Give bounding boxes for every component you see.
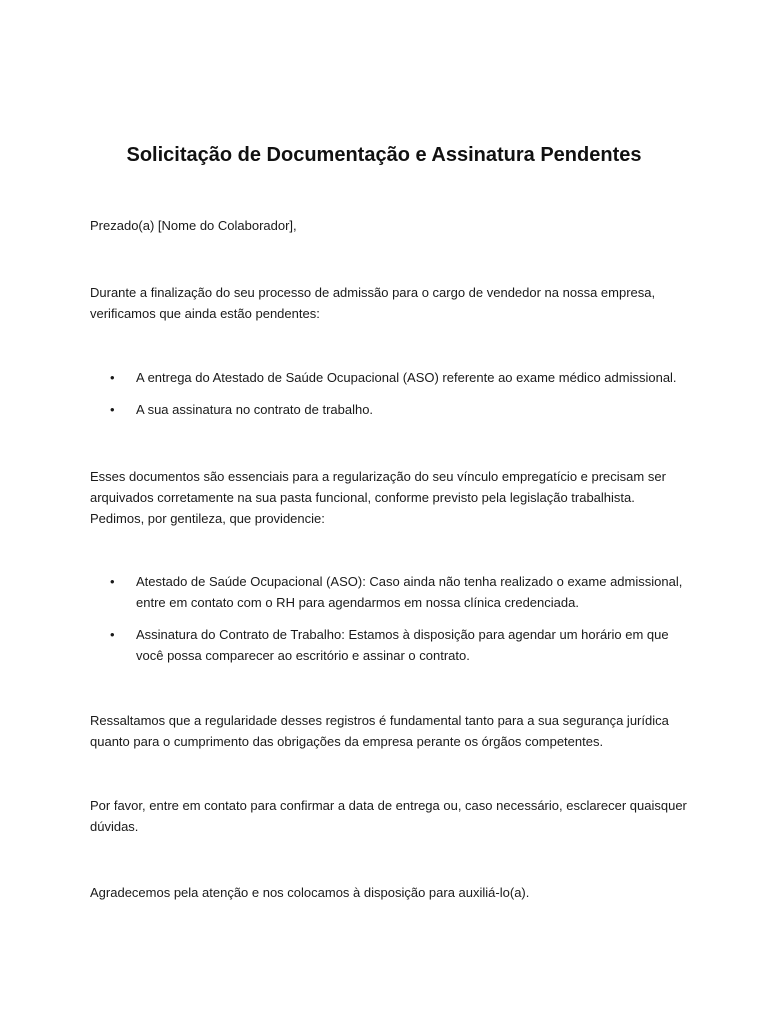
list-item-text: A sua assinatura no contrato de trabalho. — [136, 402, 374, 417]
list-item-text: A entrega do Atestado de Saúde Ocupacional (ASO) referente ao exame médico admissional. — [136, 370, 677, 385]
intro-paragraph: Durante a finalização do seu processo de admissão para o cargo de vendedor na nossa empresa, verificamos que ainda estão pendentes: — [90, 285, 656, 321]
list-item — [90, 399, 690, 420]
bullet-icon: • — [110, 402, 115, 417]
closing-paragraph: Agradecemos pela atenção e nos colocamos à disposição para auxiliá-lo(a). — [90, 885, 530, 900]
list-item — [90, 624, 690, 666]
explanation-paragraph: Esses documentos são essenciais para a regularização do seu vínculo empregatício e precisam ser arquivados corretamente na sua pasta funcional, conforme previsto pela legislação trabalhista. Pedimos, por gentileza, que providencie: — [90, 469, 666, 526]
request-paragraph: Por favor, entre em contato para confirmar a data de entrega ou, caso necessário, esclarecer quaisquer dúvidas. — [90, 798, 687, 834]
emphasis-paragraph: Ressaltamos que a regularidade desses registros é fundamental tanto para a sua segurança jurídica quanto para o cumprimento das obrigações da empresa perante os órgãos competentes. — [90, 713, 669, 749]
bullet-icon: • — [110, 627, 115, 642]
list-item-text: Atestado de Saúde Ocupacional (ASO): Caso ainda não tenha realizado o exame admissional, entre em contato com o RH para agendarmos em nossa clínica credenciada. — [136, 574, 683, 610]
action-items-list — [90, 571, 690, 677]
list-item-text: Assinatura do Contrato de Trabalho: Estamos à disposição para agendar um horário em que você possa comparecer ao escritório e assinar o contrato. — [136, 627, 669, 663]
list-item — [90, 367, 690, 388]
bullet-icon: • — [110, 574, 115, 589]
list-item — [90, 571, 690, 613]
document-title: Solicitação de Documentação e Assinatura Pendentes — [126, 144, 642, 166]
bullet-icon: • — [110, 370, 115, 385]
greeting: Prezado(a) [Nome do Colaborador], — [90, 218, 297, 233]
pending-items-list — [90, 367, 690, 431]
